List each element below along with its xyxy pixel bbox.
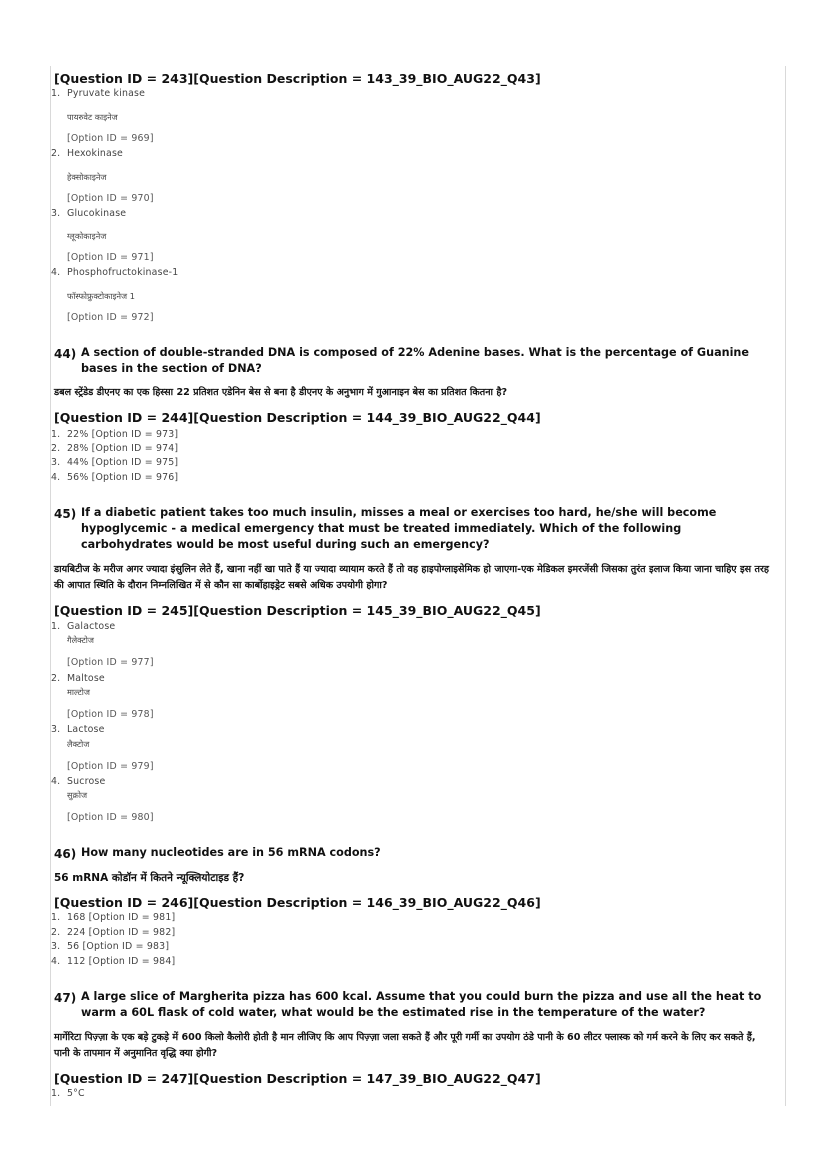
option-2[interactable]: 2. Maltose <box>51 673 105 684</box>
option-2[interactable]: 2. Hexokinase <box>51 148 124 159</box>
option-3[interactable]: 3. 56 [Option ID = 983] <box>51 941 170 952</box>
option-4[interactable]: 4. Sucrose <box>51 776 106 787</box>
option-hindi: पायरुवेट काइनेज <box>67 112 118 122</box>
question-header-247: [Question ID = 247][Question Description = 147_39_BIO_AUG22_Q47] <box>54 1071 541 1086</box>
question-text: A section of double-stranded DNA is composed of 22% Adenine bases. What is the percentage of Guanine bases in the section of DNA? <box>81 346 749 375</box>
question-header-246: [Question ID = 246][Question Description = 146_39_BIO_AUG22_Q46] <box>54 895 541 910</box>
option-1[interactable]: 1. 168 [Option ID = 981] <box>51 912 176 923</box>
option-4[interactable]: 4. Phosphofructokinase-1 <box>51 267 179 278</box>
option-hindi: माल्टोज <box>67 687 90 697</box>
option-id: [Option ID = 979] <box>67 761 154 772</box>
option-hindi: हेक्सोकाइनेज <box>67 172 107 182</box>
option-hindi: लैक्टोज <box>67 739 90 749</box>
question-number: 47) <box>54 991 77 1005</box>
option-2[interactable]: 2. 28% [Option ID = 974] <box>51 443 179 454</box>
question-header-244: [Question ID = 244][Question Description = 144_39_BIO_AUG22_Q44] <box>54 410 541 425</box>
question-text: A large slice of Margherita pizza has 600 kcal. Assume that you could burn the pizza and use all the heat to warm a 60L flask of cold water, what would be the estimated rise in the temperature of the water? <box>81 990 762 1019</box>
question-header-243: [Question ID = 243][Question Description = 143_39_BIO_AUG22_Q43] <box>54 71 541 86</box>
option-id: [Option ID = 970] <box>67 193 154 204</box>
option-id: [Option ID = 980] <box>67 812 154 823</box>
question-number: 45) <box>54 507 77 521</box>
question-text-hindi: मार्गेरिटा पिज़्ज़ा के एक बड़े टुकड़े में 600 किलो कैलोरी होती है मान लीजिए कि आप पिज़्ज़ा जला सकते हैं और पूरी गर्मी का उपयोग ठंडे पानी के 60 लीटर फ्लास्क को गर्म करने के लिए कर सकते हैं, पानी के तापमान में अनुमानित वृद्धि क्या होगी? <box>54 1032 756 1059</box>
option-4[interactable]: 4. 56% [Option ID = 976] <box>51 472 179 483</box>
option-3[interactable]: 3. Lactose <box>51 724 105 735</box>
question-header-245: [Question ID = 245][Question Description = 145_39_BIO_AUG22_Q45] <box>54 603 541 618</box>
option-hindi: ग्लूकोकाइनेज <box>67 231 107 241</box>
option-3[interactable]: 3. Glucokinase <box>51 208 127 219</box>
option-1[interactable]: 1. Galactose <box>51 621 116 632</box>
question-text: If a diabetic patient takes too much insulin, misses a meal or exercises too hard, he/she will become hypoglycemic - a medical emergency that must be treated immediately. Which of the following carbohydrates would be most useful during such an emergency? <box>81 506 717 551</box>
option-id: [Option ID = 978] <box>67 709 154 720</box>
option-hindi: गैलेक्टोज <box>67 635 94 645</box>
option-id: [Option ID = 971] <box>67 252 154 263</box>
question-number: 46) <box>54 847 77 861</box>
question-text-hindi: डबल स्ट्रेंडेड डीएनए का एक हिस्सा 22 प्रतिशत एडेनिन बेस से बना है डीएनए के अनुभाग में गुआनाइन बेस का प्रतिशत कितना है? <box>54 387 508 398</box>
option-id: [Option ID = 969] <box>67 133 154 144</box>
option-1[interactable]: 1. 5°C <box>51 1088 85 1099</box>
option-id: [Option ID = 977] <box>67 657 154 668</box>
option-4[interactable]: 4. 112 [Option ID = 984] <box>51 956 176 967</box>
option-3[interactable]: 3. 44% [Option ID = 975] <box>51 457 179 468</box>
option-id: [Option ID = 972] <box>67 312 154 323</box>
question-text-hindi: 56 mRNA कोडॉन में कितने न्यूक्लियोटाइड हैं? <box>54 872 245 884</box>
question-text-hindi: डायबिटीज के मरीज अगर ज्यादा इंसुलिन लेते हैं, खाना नहीं खा पाते हैं या ज्यादा व्यायाम करते हैं तो वह हाइपोग्लाइसेमिक हो जाएगा-एक मेडिकल इमरजेंसी जिसका तुरंत इलाज किया जाना चाहिए इस तरह की आपात स्थिति के दौरान निम्नलिखित में से कौन सा कार्बोहाइड्रेट सबसे अधिक उपयोगी होगा? <box>54 564 769 591</box>
option-1[interactable]: 1. Pyruvate kinase <box>51 88 146 99</box>
option-hindi: सुक्रोज <box>67 790 88 800</box>
option-hindi: फॉस्फोफ्रुक्टोकाइनेज 1 <box>67 291 135 301</box>
option-1[interactable]: 1. 22% [Option ID = 973] <box>51 429 179 440</box>
question-number: 44) <box>54 347 77 361</box>
option-2[interactable]: 2. 224 [Option ID = 982] <box>51 927 176 938</box>
question-text: How many nucleotides are in 56 mRNA codons? <box>81 846 381 859</box>
